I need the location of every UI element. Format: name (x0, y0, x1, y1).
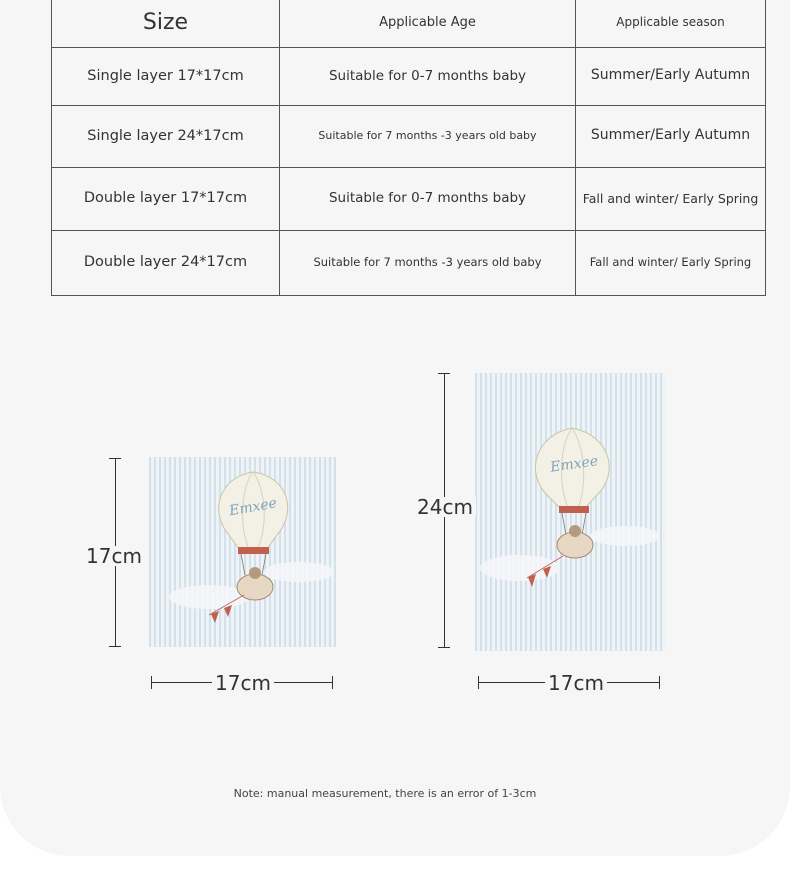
row-size: Single layer 17*17cm (52, 47, 280, 105)
small-width-label: 17cm (212, 673, 274, 693)
row-size: Single layer 24*17cm (52, 105, 280, 167)
table-row (52, 230, 766, 295)
large-width-tick-left (478, 676, 479, 689)
large-height-tick-top (438, 373, 450, 374)
row-age: Suitable for 7 months -3 years old baby (280, 105, 576, 167)
row-age: Suitable for 0-7 months baby (280, 47, 576, 105)
table-header-row (52, 0, 766, 47)
small-height-tick-top (109, 458, 121, 459)
balloon-text: Emxee (228, 495, 279, 520)
row-age: Suitable for 7 months -3 years old baby (280, 230, 576, 295)
balloon-illustration (475, 373, 665, 651)
table-row (52, 47, 766, 105)
measurement-note: Note: manual measurement, there is an error of 1-3cm (233, 787, 537, 800)
row-season: Fall and winter/ Early Spring (576, 167, 766, 230)
table-row (52, 167, 766, 230)
small-width-tick-right (332, 676, 333, 689)
row-size: Double layer 24*17cm (52, 230, 280, 295)
table-row (52, 105, 766, 167)
large-width-label: 17cm (545, 673, 607, 693)
balloon-text: Emxee (549, 453, 600, 476)
large-cloth-image (475, 373, 665, 651)
balloon-illustration (149, 457, 336, 647)
large-height-label: 24cm (414, 497, 476, 517)
size-table (51, 0, 766, 296)
small-cloth-image (149, 457, 336, 647)
small-width-tick-left (151, 676, 152, 689)
header-size: Size (52, 0, 280, 47)
row-season: Summer/Early Autumn (576, 105, 766, 167)
large-height-tick-bottom (438, 647, 450, 648)
row-season: Fall and winter/ Early Spring (576, 230, 766, 295)
small-height-tick-bottom (109, 646, 121, 647)
row-size: Double layer 17*17cm (52, 167, 280, 230)
small-height-label: 17cm (83, 546, 145, 566)
header-season: Applicable season (576, 0, 766, 47)
row-age: Suitable for 0-7 months baby (280, 167, 576, 230)
row-season: Summer/Early Autumn (576, 47, 766, 105)
large-width-tick-right (659, 676, 660, 689)
header-age: Applicable Age (280, 0, 576, 47)
